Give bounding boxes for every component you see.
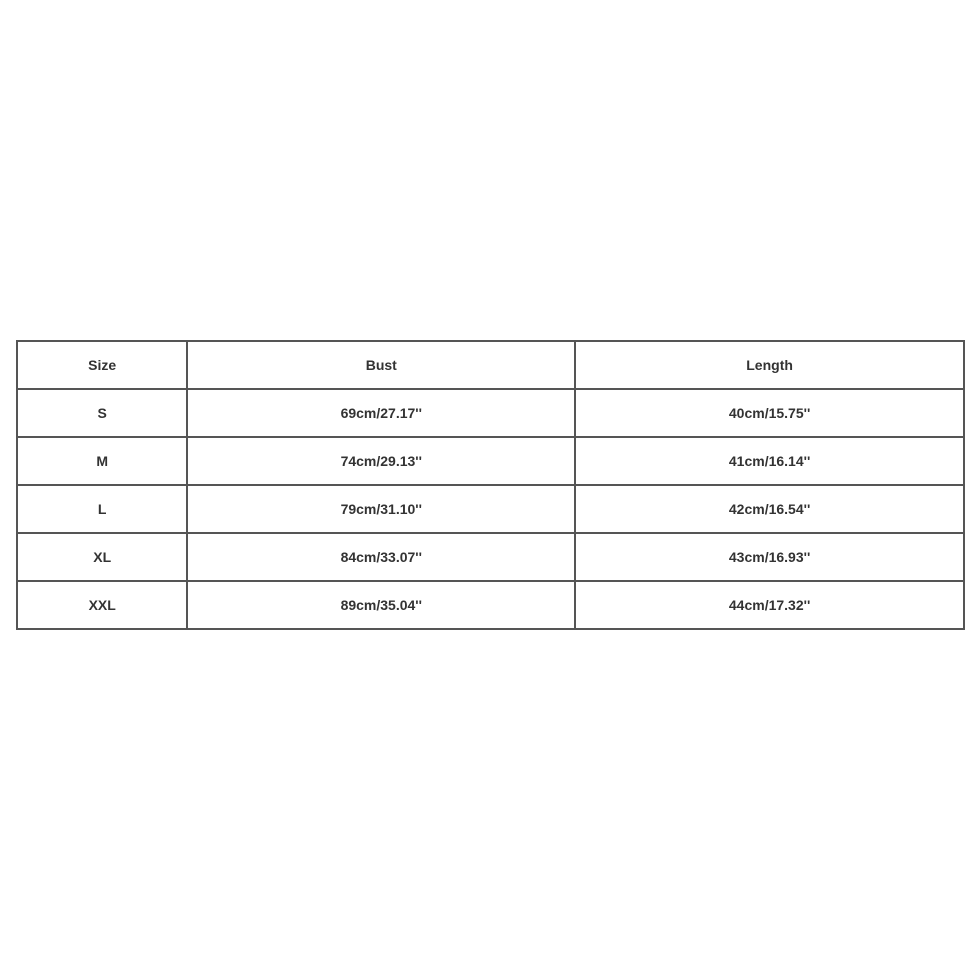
cell-bust: 74cm/29.13'' [187,437,575,485]
cell-length: 43cm/16.93'' [575,533,964,581]
size-chart-table [16,340,965,630]
table-row [17,485,964,533]
cell-size: L [17,485,187,533]
cell-bust: 79cm/31.10'' [187,485,575,533]
table-header-row [17,341,964,389]
cell-size: M [17,437,187,485]
table-row [17,581,964,629]
cell-length: 40cm/15.75'' [575,389,964,437]
cell-length: 41cm/16.14'' [575,437,964,485]
table-row [17,533,964,581]
cell-size: S [17,389,187,437]
cell-bust: 69cm/27.17'' [187,389,575,437]
table-row [17,389,964,437]
cell-length: 44cm/17.32'' [575,581,964,629]
header-size: Size [17,341,187,389]
cell-bust: 89cm/35.04'' [187,581,575,629]
cell-length: 42cm/16.54'' [575,485,964,533]
cell-size: XL [17,533,187,581]
header-bust: Bust [187,341,575,389]
cell-bust: 84cm/33.07'' [187,533,575,581]
cell-size: XXL [17,581,187,629]
header-length: Length [575,341,964,389]
table-row [17,437,964,485]
